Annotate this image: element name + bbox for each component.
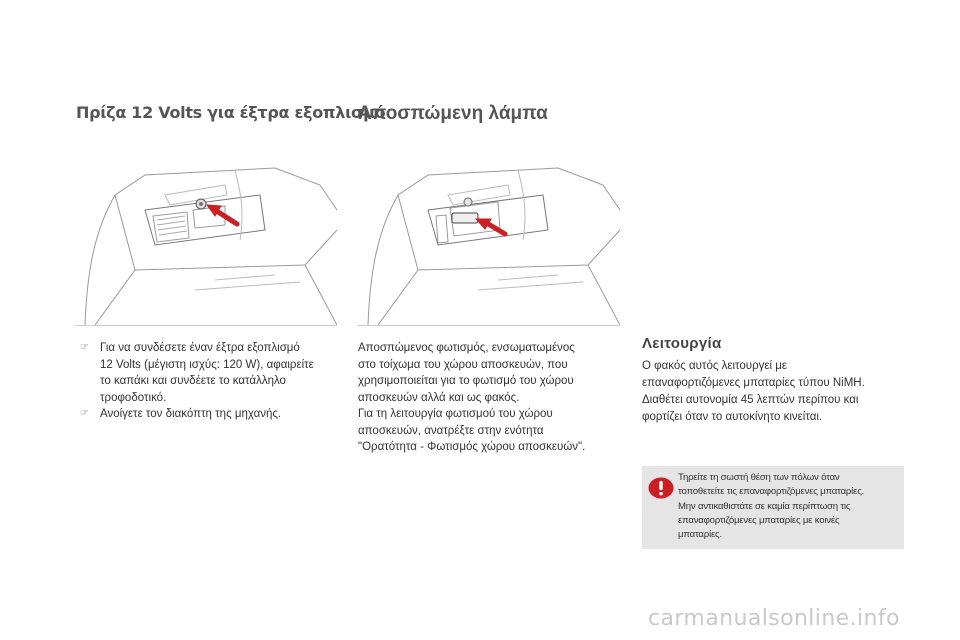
text-line: αποσκευών, ανατρέξτε στην ενότητα xyxy=(358,424,544,437)
warning-exclamation-icon xyxy=(648,477,674,499)
socket-illustration xyxy=(75,150,337,326)
text-line: φορτίζει όταν το αυτοκίνητο κινείται. xyxy=(642,411,823,423)
operation-description xyxy=(642,358,912,426)
warning-text xyxy=(678,471,902,542)
lamp-illustration xyxy=(358,150,620,326)
bullet-line: το καπάκι και συνδέετε το κατάλληλο xyxy=(100,375,286,387)
warning-line: μπαταρίες. xyxy=(678,529,722,541)
warning-line: Τηρείτε τη σωστή θέση των πόλων όταν xyxy=(678,472,840,483)
bullet-item xyxy=(78,406,340,423)
lamp-section-title: Αποσπώμενη λάμπα xyxy=(358,103,548,124)
text-line: Αποσπώμενος φωτισμός, ενσωματωμένος xyxy=(358,342,575,354)
operation-subtitle: Λειτουργία xyxy=(642,335,722,352)
text-line: "Ορατότητα - Φωτισμός χώρου αποσκευών". xyxy=(358,441,586,453)
bullet-item xyxy=(78,340,340,406)
warning-line: τοποθετείτε τις επαναφορτιζόμενες μπαταρίες. xyxy=(678,486,865,498)
bullet-line: Ανοίγετε τον διακόπτη της μηχανής. xyxy=(100,408,282,420)
text-line: στο τοίχωμα του χώρου αποσκευών, που xyxy=(358,358,568,371)
text-line: χρησιμοποιείται για το φωτισμό του χώρου xyxy=(358,375,574,387)
bullet-line: 12 Volts (μέγιστη ισχύς: 120 W), αφαιρείτε xyxy=(100,358,314,371)
socket-section-title: Πρίζα 12 Volts για έξτρα εξοπλισμό xyxy=(76,103,386,122)
text-line: αποσκευών αλλά και ως φακός. xyxy=(358,391,520,404)
bullet-line: τροφοδοτικό. xyxy=(100,391,167,404)
watermark: carmanualsonline.info xyxy=(648,606,900,631)
text-line: Για τη λειτουργία φωτισμού του χώρου xyxy=(358,408,553,420)
lamp-description xyxy=(358,340,628,456)
text-line: Διαθέτει αυτονομία 45 λεπτών περίπου και xyxy=(642,394,859,406)
warning-box xyxy=(642,466,904,549)
text-line: Ο φακός αυτός λειτουργεί με xyxy=(642,360,788,372)
bullet-line: Για να συνδέσετε έναν έξτρα εξοπλισμό xyxy=(100,342,300,354)
socket-instructions xyxy=(78,340,340,423)
warning-line: επαναφορτιζόμενες μπαταρίες με κοινές xyxy=(678,514,840,526)
pointing-hand-icon: ☞ xyxy=(80,342,89,353)
warning-line: Μην αντικαθιστάτε σε καμία περίπτωση τις xyxy=(678,500,851,512)
text-line: επαναφορτιζόμενες μπαταρίες τύπου NiMH. xyxy=(642,377,865,389)
lamp-unit xyxy=(452,213,478,223)
pointing-hand-icon: ☞ xyxy=(80,408,89,419)
